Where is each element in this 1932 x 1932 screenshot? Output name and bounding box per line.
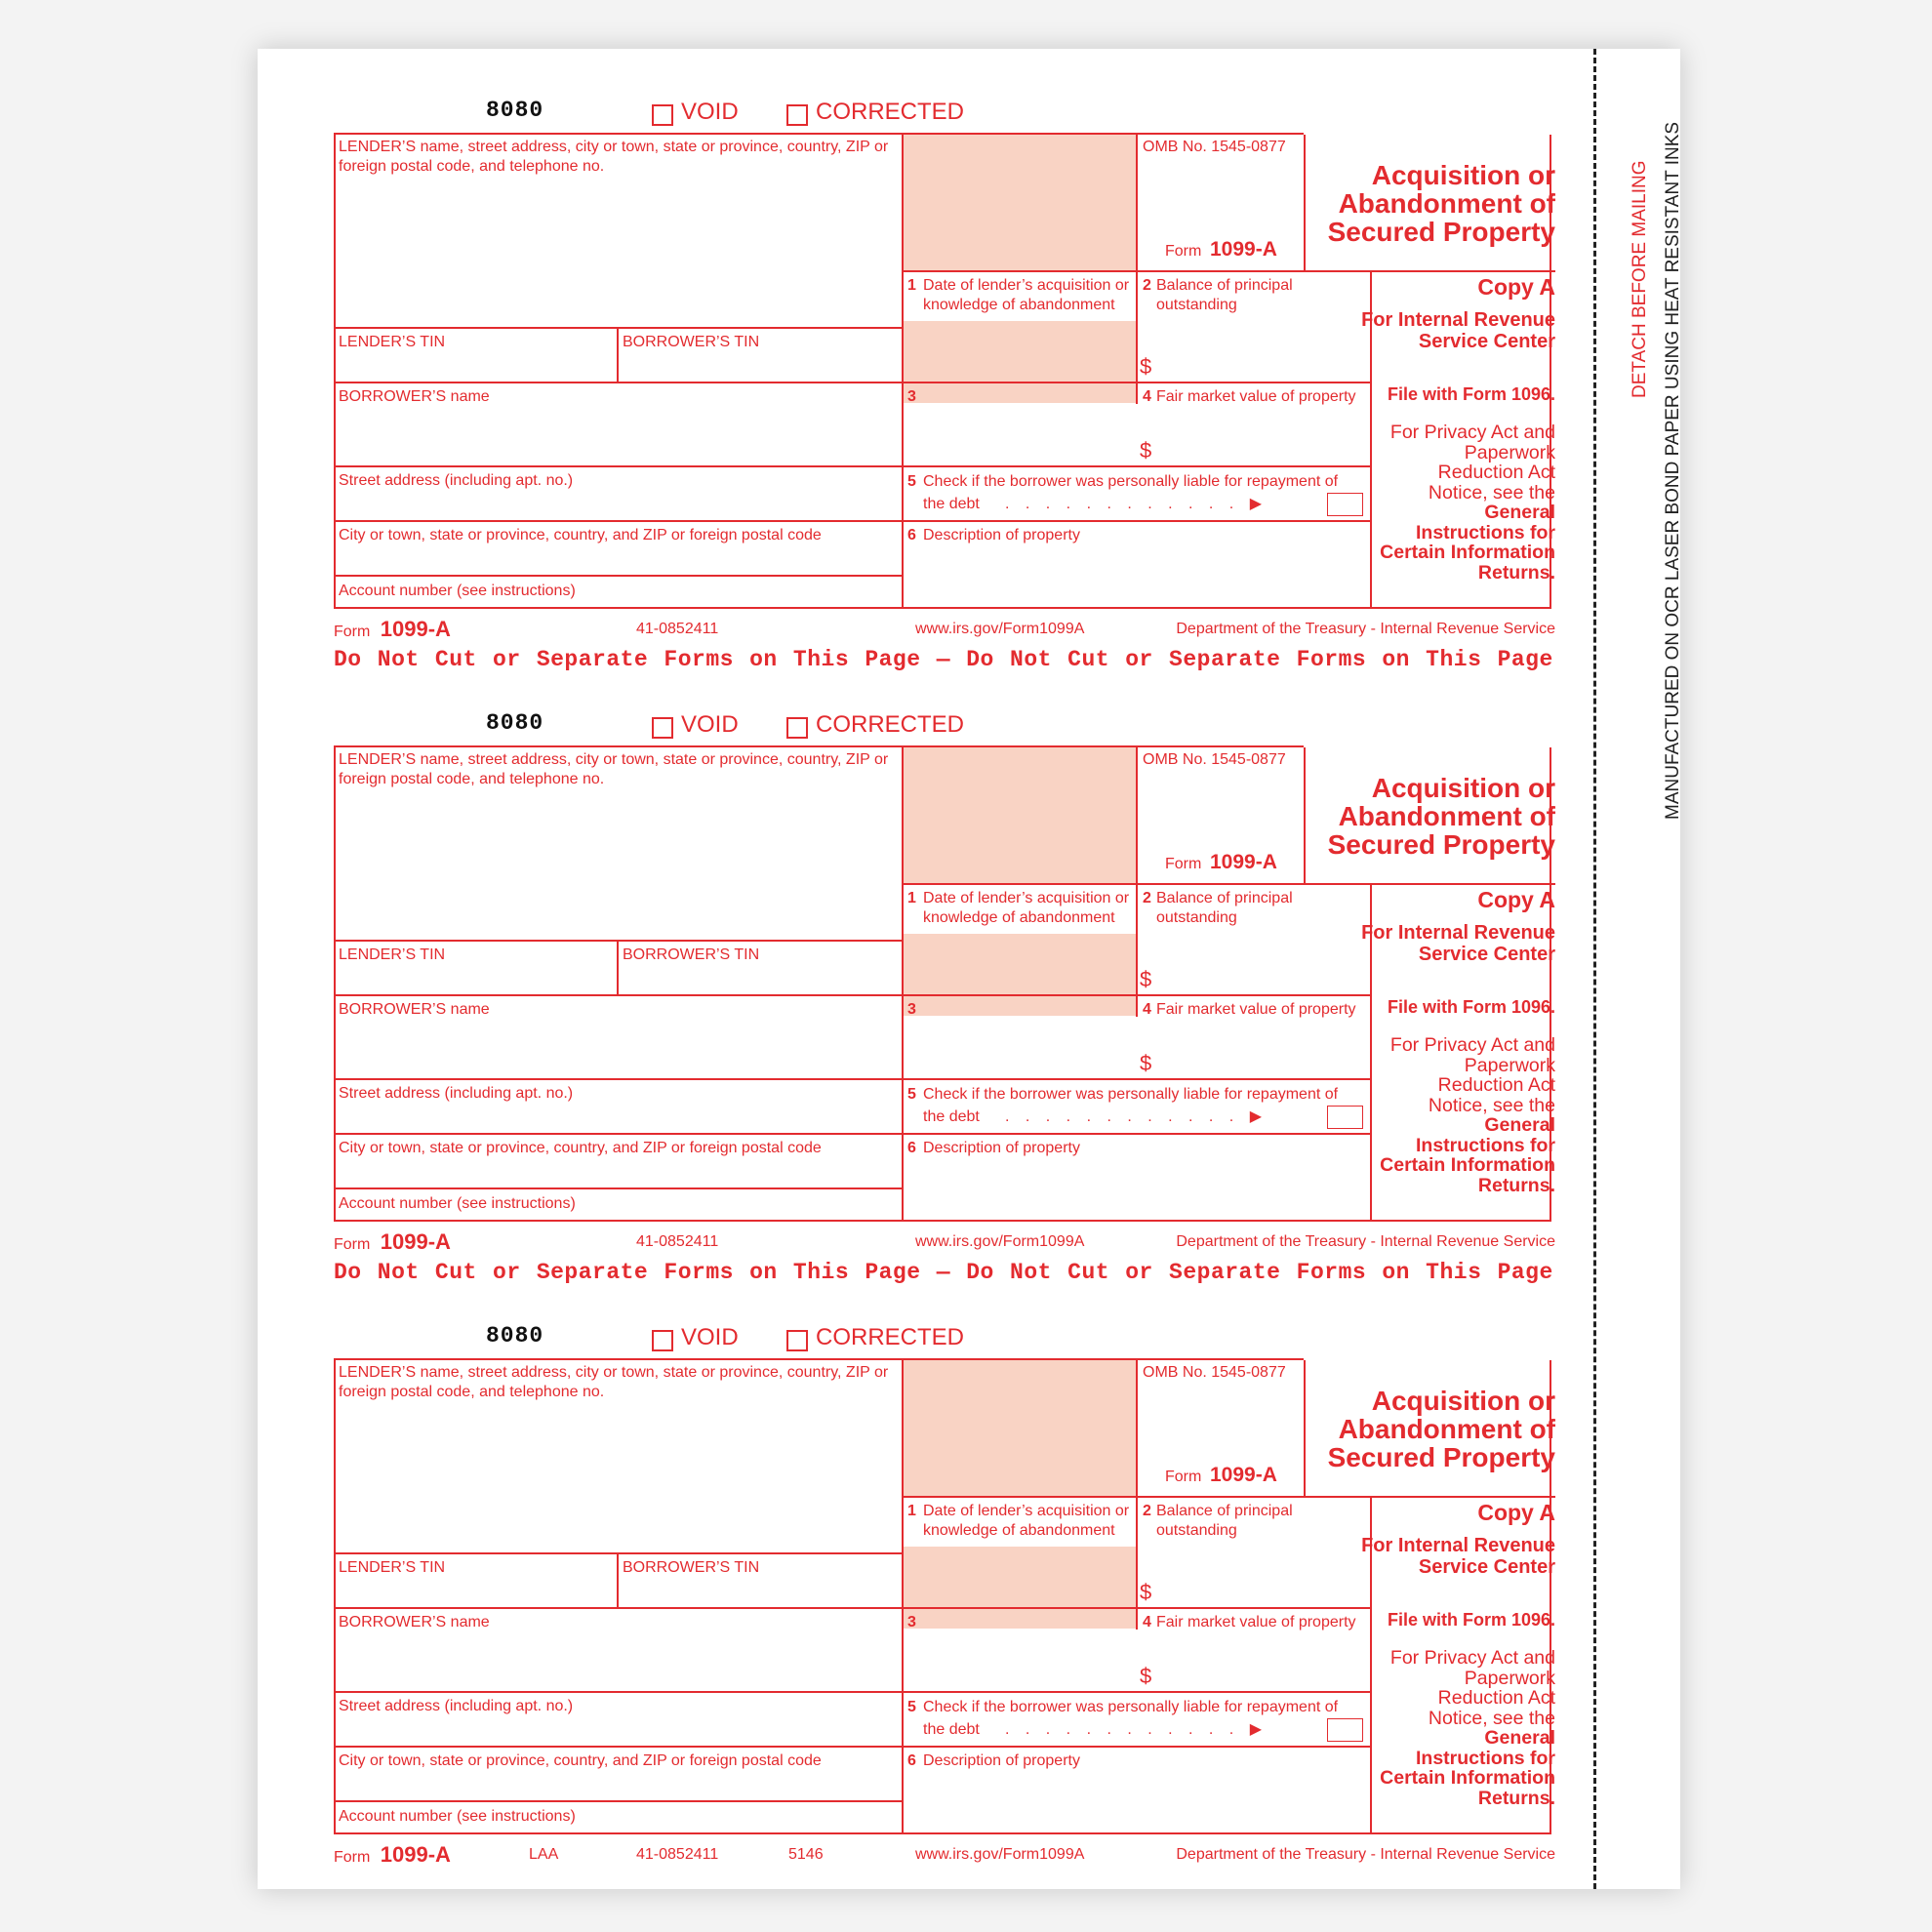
box1-number: 1 <box>907 1503 916 1519</box>
box4-number: 4 <box>1143 388 1151 405</box>
form-word: Form <box>1165 243 1202 260</box>
banner-word: on <box>749 1260 778 1285</box>
banner-word: on <box>1382 1260 1410 1285</box>
banner-word: This <box>1426 647 1482 672</box>
corrected-label: CORRECTED <box>816 99 965 125</box>
lender-name-label: LENDER’S name, street address, city or town, state or province, country, ZIP or foreign postal code, and telephone no. <box>339 139 889 175</box>
box2-label: Balance of principal outstanding <box>1156 890 1293 926</box>
banner-word: Page <box>865 647 921 672</box>
box3-number: 3 <box>907 1001 916 1018</box>
for-irs: For Internal Revenue Service Center <box>1361 1535 1555 1578</box>
banner-word: Cut <box>434 1260 477 1285</box>
form-number: 1099-A <box>1210 1464 1277 1486</box>
banner-word: Separate <box>536 647 649 672</box>
void-label: VOID <box>681 1324 739 1350</box>
file-with-1096: File with Form 1096. <box>1387 997 1555 1017</box>
box6-label: Description of property <box>923 1752 1080 1769</box>
box4-dollar: $ <box>1140 1664 1152 1688</box>
borrower-tin-label: BORROWER’S TIN <box>623 334 760 350</box>
box5-label: Check if the borrower was personally liable for repayment of <box>923 1086 1339 1103</box>
banner-word: Cut <box>1067 647 1110 672</box>
void-label: VOID <box>681 711 739 738</box>
shaded-box-top <box>903 135 1137 271</box>
banner-word: or <box>1125 647 1153 672</box>
city-label: City or town, state or province, country, and ZIP or foreign postal code <box>339 527 822 543</box>
omb-number: OMB No. 1545-0877 <box>1143 751 1286 768</box>
shaded-box-3 <box>903 1547 1137 1629</box>
box2-dollar: $ <box>1140 967 1152 991</box>
box5-checkbox[interactable] <box>1327 493 1363 516</box>
city-label: City or town, state or province, country, and ZIP or foreign postal code <box>339 1140 822 1156</box>
account-label: Account number (see instructions) <box>339 1195 576 1212</box>
account-label: Account number (see instructions) <box>339 1808 576 1825</box>
box2-label: Balance of principal outstanding <box>1156 1503 1293 1539</box>
privacy-notice: For Privacy Act and Paperwork Reduction Act Notice, see the General Instructions for Certain Information Returns. <box>1380 1647 1555 1809</box>
banner-word: Not <box>1010 647 1052 672</box>
footer-url: www.irs.gov/Form1099A <box>915 1233 1085 1250</box>
void-checkbox[interactable] <box>652 104 673 126</box>
box1-label: Date of lender’s acquisition or knowledge of abandonment <box>923 1503 1130 1539</box>
box6-label: Description of property <box>923 1140 1080 1156</box>
box1-label: Date of lender’s acquisition or knowledge of abandonment <box>923 890 1130 926</box>
box2-dollar: $ <box>1140 354 1152 379</box>
footer-form-id: Form 1099-A <box>334 1229 451 1254</box>
detach-notice: DETACH BEFORE MAILING <box>1630 160 1650 398</box>
paper-notice: MANUFACTURED ON OCR LASER BOND PAPER USING HEAT RESISTANT INKS <box>1663 121 1683 820</box>
banner-word: Cut <box>1067 1260 1110 1285</box>
box5-number: 5 <box>907 1699 916 1715</box>
box4-number: 4 <box>1143 1614 1151 1630</box>
banner-word: Forms <box>664 1260 734 1285</box>
banner-word: Not <box>1010 1260 1052 1285</box>
footer-url: www.irs.gov/Form1099A <box>915 621 1085 637</box>
box2-number: 2 <box>1143 890 1151 906</box>
corrected-label: CORRECTED <box>816 1324 965 1350</box>
box2-number: 2 <box>1143 1503 1151 1519</box>
footer-url: www.irs.gov/Form1099A <box>915 1846 1085 1863</box>
street-label: Street address (including apt. no.) <box>339 472 574 489</box>
void-checkbox[interactable] <box>652 717 673 739</box>
banner-word: Not <box>377 1260 420 1285</box>
banner-word: or <box>493 647 521 672</box>
lender-name-label: LENDER’S name, street address, city or town, state or province, country, ZIP or foreign postal code, and telephone no. <box>339 1364 889 1400</box>
form-1099a-3 <box>334 1324 1555 1929</box>
box5-leader-dots: . . . . . . . . . . . . ▶ <box>1005 496 1268 512</box>
box1-label: Date of lender’s acquisition or knowledge of abandonment <box>923 277 1130 313</box>
box5-checkbox[interactable] <box>1327 1106 1363 1129</box>
box6-label: Description of property <box>923 527 1080 543</box>
banner-word: Do <box>966 1260 994 1285</box>
corrected-label: CORRECTED <box>816 711 965 738</box>
omb-number: OMB No. 1545-0877 <box>1143 1364 1286 1381</box>
form-1099a-2 <box>334 711 1555 1316</box>
corrected-checkbox[interactable] <box>786 104 808 126</box>
box5-leader-dots: . . . . . . . . . . . . ▶ <box>1005 1108 1268 1125</box>
do-not-cut-banner <box>334 1260 1553 1285</box>
footer-catalog: 41-0852411 <box>636 1846 719 1863</box>
banner-word: Page <box>1497 647 1553 672</box>
banner-word: or <box>1125 1260 1153 1285</box>
box3-number: 3 <box>907 1614 916 1630</box>
box3-number: 3 <box>907 388 916 405</box>
banner-word: Page <box>1497 1260 1553 1285</box>
banner-word: This <box>1426 1260 1482 1285</box>
box5-label: Check if the borrower was personally liable for repayment of <box>923 1699 1339 1715</box>
street-label: Street address (including apt. no.) <box>339 1698 574 1714</box>
for-irs: For Internal Revenue Service Center <box>1361 922 1555 965</box>
city-label: City or town, state or province, country, and ZIP or foreign postal code <box>339 1752 822 1769</box>
footer-department: Department of the Treasury - Internal Revenue Service <box>1176 1846 1555 1863</box>
lender-tin-label: LENDER’S TIN <box>339 334 446 350</box>
box6-number: 6 <box>907 527 916 543</box>
for-irs: For Internal Revenue Service Center <box>1361 309 1555 352</box>
banner-word: Forms <box>664 647 734 672</box>
privacy-notice: For Privacy Act and Paperwork Reduction Act Notice, see the General Instructions for Certain Information Returns. <box>1380 422 1555 584</box>
void-checkbox[interactable] <box>652 1330 673 1351</box>
banner-word: Do <box>334 647 362 672</box>
perforation-line <box>1593 49 1596 1889</box>
box5-label: Check if the borrower was personally liable for repayment of <box>923 473 1339 490</box>
banner-word: This <box>792 647 850 672</box>
banner-word: Do <box>334 1260 362 1285</box>
copy-a: Copy A <box>1477 1500 1555 1525</box>
box4-dollar: $ <box>1140 1051 1152 1075</box>
banner-word: Separate <box>1169 1260 1281 1285</box>
borrower-tin-label: BORROWER’S TIN <box>623 1559 760 1576</box>
banner-word: or <box>493 1260 521 1285</box>
shaded-box-3 <box>903 934 1137 1016</box>
box6-number: 6 <box>907 1752 916 1769</box>
footer-laa: LAA <box>529 1846 559 1863</box>
footer-catalog: 41-0852411 <box>636 621 719 637</box>
banner-word: — <box>936 1260 951 1285</box>
banner-word: on <box>749 647 778 672</box>
banner-word: Forms <box>1296 1260 1367 1285</box>
control-code: 8080 <box>486 98 544 123</box>
form-number: 1099-A <box>1210 238 1277 261</box>
footer-department: Department of the Treasury - Internal Revenue Service <box>1176 1233 1555 1250</box>
form-1099a-1 <box>334 99 1555 704</box>
box2-label: Balance of principal outstanding <box>1156 277 1293 313</box>
form-title: Acquisition or Abandonment of Secured Property <box>1327 1386 1555 1472</box>
borrower-name-label: BORROWER’S name <box>339 1614 490 1630</box>
banner-word: — <box>936 647 951 672</box>
do-not-cut-banner <box>334 647 1553 672</box>
omb-number: OMB No. 1545-0877 <box>1143 139 1286 155</box>
shaded-box-top <box>903 1360 1137 1497</box>
box5-number: 5 <box>907 473 916 490</box>
corrected-checkbox[interactable] <box>786 1330 808 1351</box>
lender-tin-label: LENDER’S TIN <box>339 946 446 963</box>
box6-number: 6 <box>907 1140 916 1156</box>
box1-number: 1 <box>907 277 916 294</box>
void-label: VOID <box>681 99 739 125</box>
borrower-tin-label: BORROWER’S TIN <box>623 946 760 963</box>
banner-word: Separate <box>1169 647 1281 672</box>
box4-label: Fair market value of property <box>1156 1001 1356 1018</box>
form-word: Form <box>1165 856 1202 872</box>
box4-dollar: $ <box>1140 438 1152 463</box>
banner-word: Cut <box>434 647 477 672</box>
box4-label: Fair market value of property <box>1156 388 1356 405</box>
corrected-checkbox[interactable] <box>786 717 808 739</box>
footer-catalog: 41-0852411 <box>636 1233 719 1250</box>
banner-word: on <box>1382 647 1410 672</box>
box5-number: 5 <box>907 1086 916 1103</box>
privacy-notice: For Privacy Act and Paperwork Reduction Act Notice, see the General Instructions for Certain Information Returns. <box>1380 1034 1555 1196</box>
form-title: Acquisition or Abandonment of Secured Property <box>1327 160 1555 247</box>
box5-leader-dots: . . . . . . . . . . . . ▶ <box>1005 1721 1268 1738</box>
banner-word: Page <box>865 1260 921 1285</box>
box4-number: 4 <box>1143 1001 1151 1018</box>
banner-word: Forms <box>1296 647 1367 672</box>
lender-name-label: LENDER’S name, street address, city or town, state or province, country, ZIP or foreign postal code, and telephone no. <box>339 751 889 787</box>
banner-word: This <box>792 1260 850 1285</box>
control-code: 8080 <box>486 1323 544 1348</box>
shaded-box-3 <box>903 321 1137 403</box>
box5-checkbox[interactable] <box>1327 1718 1363 1742</box>
box5-label-2: the debt <box>923 496 980 512</box>
form-title: Acquisition or Abandonment of Secured Property <box>1327 773 1555 860</box>
copy-a: Copy A <box>1477 274 1555 300</box>
footer-cat-no: 5146 <box>788 1846 824 1863</box>
control-code: 8080 <box>486 710 544 736</box>
box1-number: 1 <box>907 890 916 906</box>
copy-a: Copy A <box>1477 887 1555 912</box>
borrower-name-label: BORROWER’S name <box>339 388 490 405</box>
box5-label-2: the debt <box>923 1721 980 1738</box>
shaded-box-top <box>903 747 1137 884</box>
box5-label-2: the debt <box>923 1108 980 1125</box>
banner-word: Not <box>377 647 420 672</box>
box4-label: Fair market value of property <box>1156 1614 1356 1630</box>
file-with-1096: File with Form 1096. <box>1387 1610 1555 1630</box>
footer-form-id: Form 1099-A <box>334 1842 451 1867</box>
banner-word: Separate <box>536 1260 649 1285</box>
banner-word: Do <box>966 647 994 672</box>
box2-dollar: $ <box>1140 1580 1152 1604</box>
form-number: 1099-A <box>1210 851 1277 873</box>
footer-department: Department of the Treasury - Internal Revenue Service <box>1176 621 1555 637</box>
borrower-name-label: BORROWER’S name <box>339 1001 490 1018</box>
street-label: Street address (including apt. no.) <box>339 1085 574 1102</box>
file-with-1096: File with Form 1096. <box>1387 384 1555 404</box>
footer-form-id: Form 1099-A <box>334 617 451 641</box>
account-label: Account number (see instructions) <box>339 583 576 599</box>
form-word: Form <box>1165 1469 1202 1485</box>
box2-number: 2 <box>1143 277 1151 294</box>
lender-tin-label: LENDER’S TIN <box>339 1559 446 1576</box>
